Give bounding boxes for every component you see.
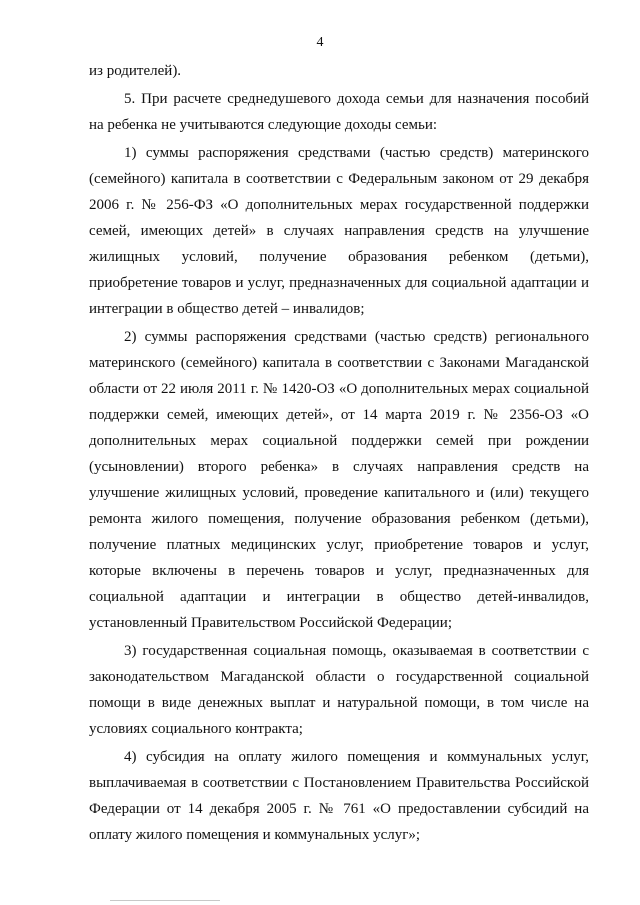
paragraph-item-5: 5. При расчете среднедушевого дохода семьи для назначения пособий на ребенка не учитываются следующие доходы семьи: — [89, 91, 589, 133]
paragraph-subitem-2: 2) суммы распоряжения средствами (частью средств) регионального материнского (семейного) капитала в соответствии с Законами Магаданской области от 22 июля 2011 г. № 1420-ОЗ «О дополнительных мерах социальной поддержки семей, имеющих детей», от 14 марта 2019 г. № 2356-ОЗ «О дополнительных мерах социальной поддержки семей при рождении (усыновлении) второго ребенка» в случаях направления средств на улучшение жилищных условий, проведение капитального и (или) текущего ремонта жилого помещения, получение образования ребенком (детьми), получение платных медицинских услуг, приобретение товаров и услуг, которые включены в перечень товаров и услуг, предназначенных для социальной адаптации и интеграции в общество детей-инвалидов, установленный Правительством Российской Федерации; — [89, 329, 589, 631]
paragraph-subitem-1: 1) суммы распоряжения средствами (частью средств) материнского (семейного) капитала в соответствии с Федеральным законом от 29 декабря 2006 г. № 256-ФЗ «О дополнительных мерах государственной поддержки семей, имеющих детей» в случаях направления средств на улучшение жилищных условий, получение образования ребенком (детьми), приобретение товаров и услуг, предназначенных для социальной адаптации и интеграции в общество детей – инвалидов; — [89, 145, 589, 317]
page-number: 4 — [316, 35, 324, 50]
paragraph-subitem-4: 4) субсидия на оплату жилого помещения и коммунальных услуг, выплачиваемая в соответствии с Постановлением Правительства Российской Федерации от 14 декабря 2005 г. № 761 «О предоставлении субсидий на оплату жилого помещения и коммунальных услуг»; — [89, 749, 589, 843]
paragraph-subitem-3: 3) государственная социальная помощь, оказываемая в соответствии с законодательством Магаданской области о государственной социальной помощи в виде денежных выплат и натуральной помощи, в том числе на условиях социального контракта; — [89, 643, 589, 737]
document-body — [89, 58, 589, 848]
footer-rule — [110, 900, 220, 901]
paragraph-continuation: из родителей). — [89, 63, 182, 79]
